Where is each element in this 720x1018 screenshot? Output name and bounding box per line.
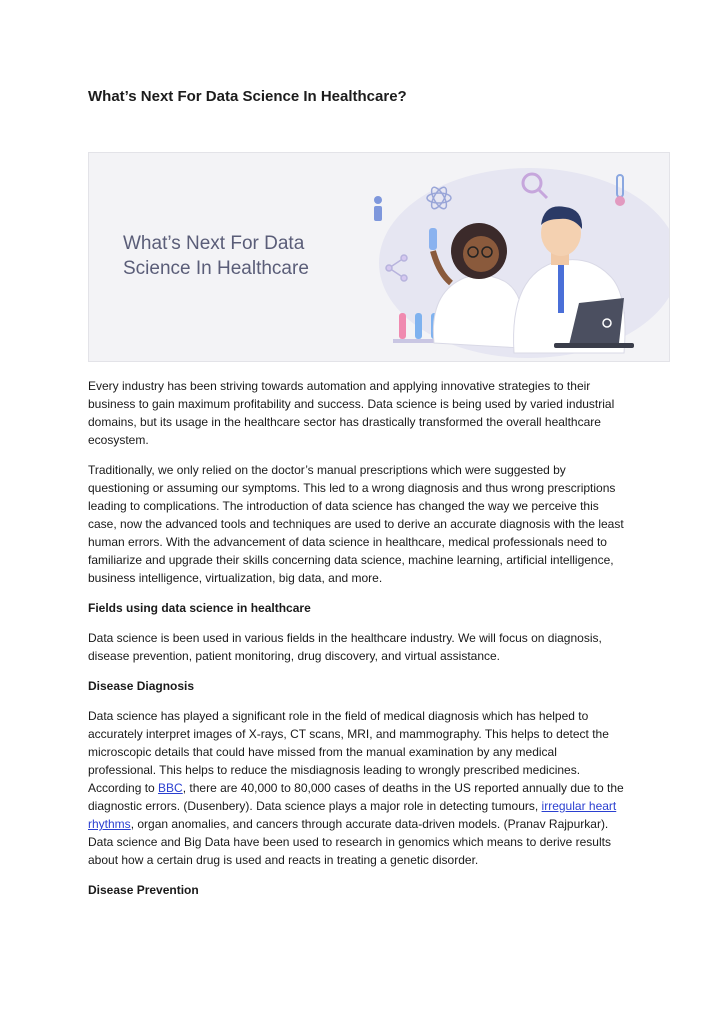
- intro-line: Every industry has been striving towards automation and applying innovative strategies to their: [88, 379, 591, 393]
- para4-line: accurately interpret images of X-rays, CT scans, MRI, and mammography. This helps to detect the: [88, 727, 609, 741]
- paragraph-diagnosis: [88, 707, 636, 869]
- heading-disease-prevention: Disease Prevention: [88, 883, 199, 897]
- para4-line: Data science has played a significant role in the field of medical diagnosis which has helped to: [88, 709, 589, 723]
- text-segment: , organ anomalies, and cancers through accurate data-driven models. (Pranav Rajpurkar).: [130, 817, 609, 831]
- irregular-heart-rhythms-link[interactable]: irregular heart: [541, 799, 617, 813]
- page-title: What’s Next For Data Science In Healthcare?: [88, 88, 407, 105]
- para3-line: Data science is been used in various fields in the healthcare industry. We will focus on diagnosis,: [88, 631, 602, 645]
- person-icon: [374, 196, 382, 221]
- para4-line: microscopic details that could have missed from the manual examination by any medical: [88, 745, 557, 759]
- article-body: [88, 377, 636, 911]
- hero-caption-line-1: What’s Next For Data: [123, 233, 305, 254]
- para2-line: familiarize and upgrade their skills concerning data science, machine learning, artificial intelligence,: [88, 553, 614, 567]
- hero-caption-line-2: Science In Healthcare: [123, 258, 309, 279]
- paragraph-fields: [88, 629, 636, 665]
- para2-line: business intelligence, virtualization, big data, and more.: [88, 571, 383, 585]
- text-segment: diagnostic errors. (Dusenbery). Data science plays a major role in detecting tumours,: [88, 799, 542, 813]
- irregular-heart-rhythms-link-cont[interactable]: rhythms: [88, 817, 131, 831]
- bbc-link[interactable]: BBC: [158, 781, 183, 795]
- para2-line: Traditionally, we only relied on the doctor’s manual prescriptions which were suggested by: [88, 463, 566, 477]
- para2-line: human errors. With the advancement of data science in healthcare, medical professionals need to: [88, 535, 607, 549]
- intro-line: ecosystem.: [88, 433, 149, 447]
- para4-line: [88, 779, 636, 797]
- text-segment: According to: [88, 781, 159, 795]
- para4-line: about how a certain drug is used and reacts in treating a genetic disorder.: [88, 853, 479, 867]
- intro-line: business to gain maximum profitability and success. Data science is being used by varied industrial: [88, 397, 615, 411]
- heading-disease-diagnosis: Disease Diagnosis: [88, 679, 195, 693]
- paragraph-intro: [88, 377, 636, 449]
- para4-line: Data science and Big Data have been used to research in genomics which means to derive results: [88, 835, 611, 849]
- heading-fields: Fields using data science in healthcare: [88, 601, 311, 615]
- para4-line: professional. This helps to reduce the misdiagnosis leading to wrongly prescribed medicines.: [88, 763, 581, 777]
- text-segment: , there are 40,000 to 80,000 cases of deaths in the US reported annually due to the: [182, 781, 624, 795]
- para2-line: case, now the advanced tools and techniques are used to derive an accurate diagnosis with the least: [88, 517, 624, 531]
- intro-line: domains, but its usage in the healthcare sector has drastically transformed the overall healthcare: [88, 415, 601, 429]
- para2-line: leading to complications. The introduction of data science has changed the way we perceive this: [88, 499, 599, 513]
- hero-image: [88, 152, 670, 362]
- para3-line: disease prevention, patient monitoring, drug discovery, and virtual assistance.: [88, 649, 501, 663]
- para2-line: questioning or assuming our symptoms. This led to a wrong diagnosis and thus wrong prescriptions: [88, 481, 616, 495]
- hero-illustration: [89, 153, 669, 361]
- paragraph-traditional: [88, 461, 636, 587]
- para4-line: [88, 797, 636, 815]
- para4-line: [88, 815, 636, 833]
